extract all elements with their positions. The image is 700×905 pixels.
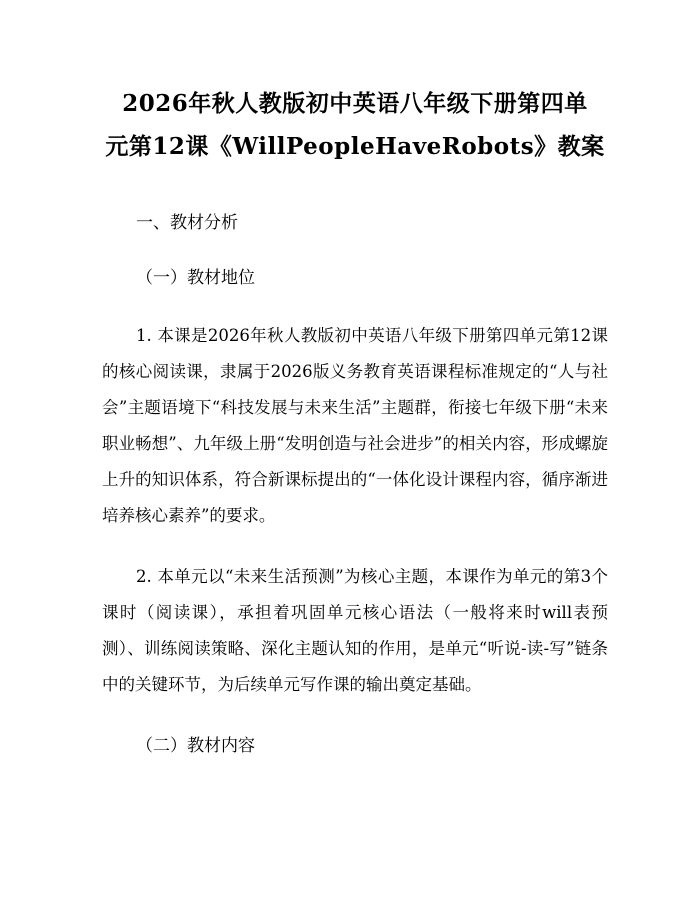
subheading-textbook-position: （一）教材地位 bbox=[136, 268, 255, 288]
paragraph-2: 2. 本单元以“未来生活预测”为核心主题，本课作为单元的第3个课时（阅读课），承担着巩固单元核心语法（一般将来时will表预测）、训练阅读策略、深化主题认知的作用，是单元“听说-读-写”链条中的关键环节，为后续单元写作课的输出奠定基础。 bbox=[102, 567, 608, 694]
title-line-1: 2026年秋人教版初中英语八年级下册第四单 bbox=[122, 90, 588, 117]
document-title bbox=[102, 82, 608, 168]
title-line-2: 元第12课《WillPeopleHaveRobots》教案 bbox=[105, 133, 605, 160]
subheading-textbook-content: （二）教材内容 bbox=[136, 736, 255, 756]
paragraph-1: 1. 本课是2026年秋人教版初中英语八年级下册第四单元第12课的核心阅读课，隶属于2026版义务教育英语课程标准规定的“人与社会”主题语境下“科技发展与未来生活”主题群，衔接七年级下册“未来职业畅想”、九年级上册“发明创造与社会进步”的相关内容，形成螺旋上升的知识体系，符合新课标提出的“一体化设计课程内容，循序渐进培养核心素养”的要求。 bbox=[102, 326, 608, 525]
section-heading-textbook-analysis: 一、教材分析 bbox=[136, 213, 238, 233]
